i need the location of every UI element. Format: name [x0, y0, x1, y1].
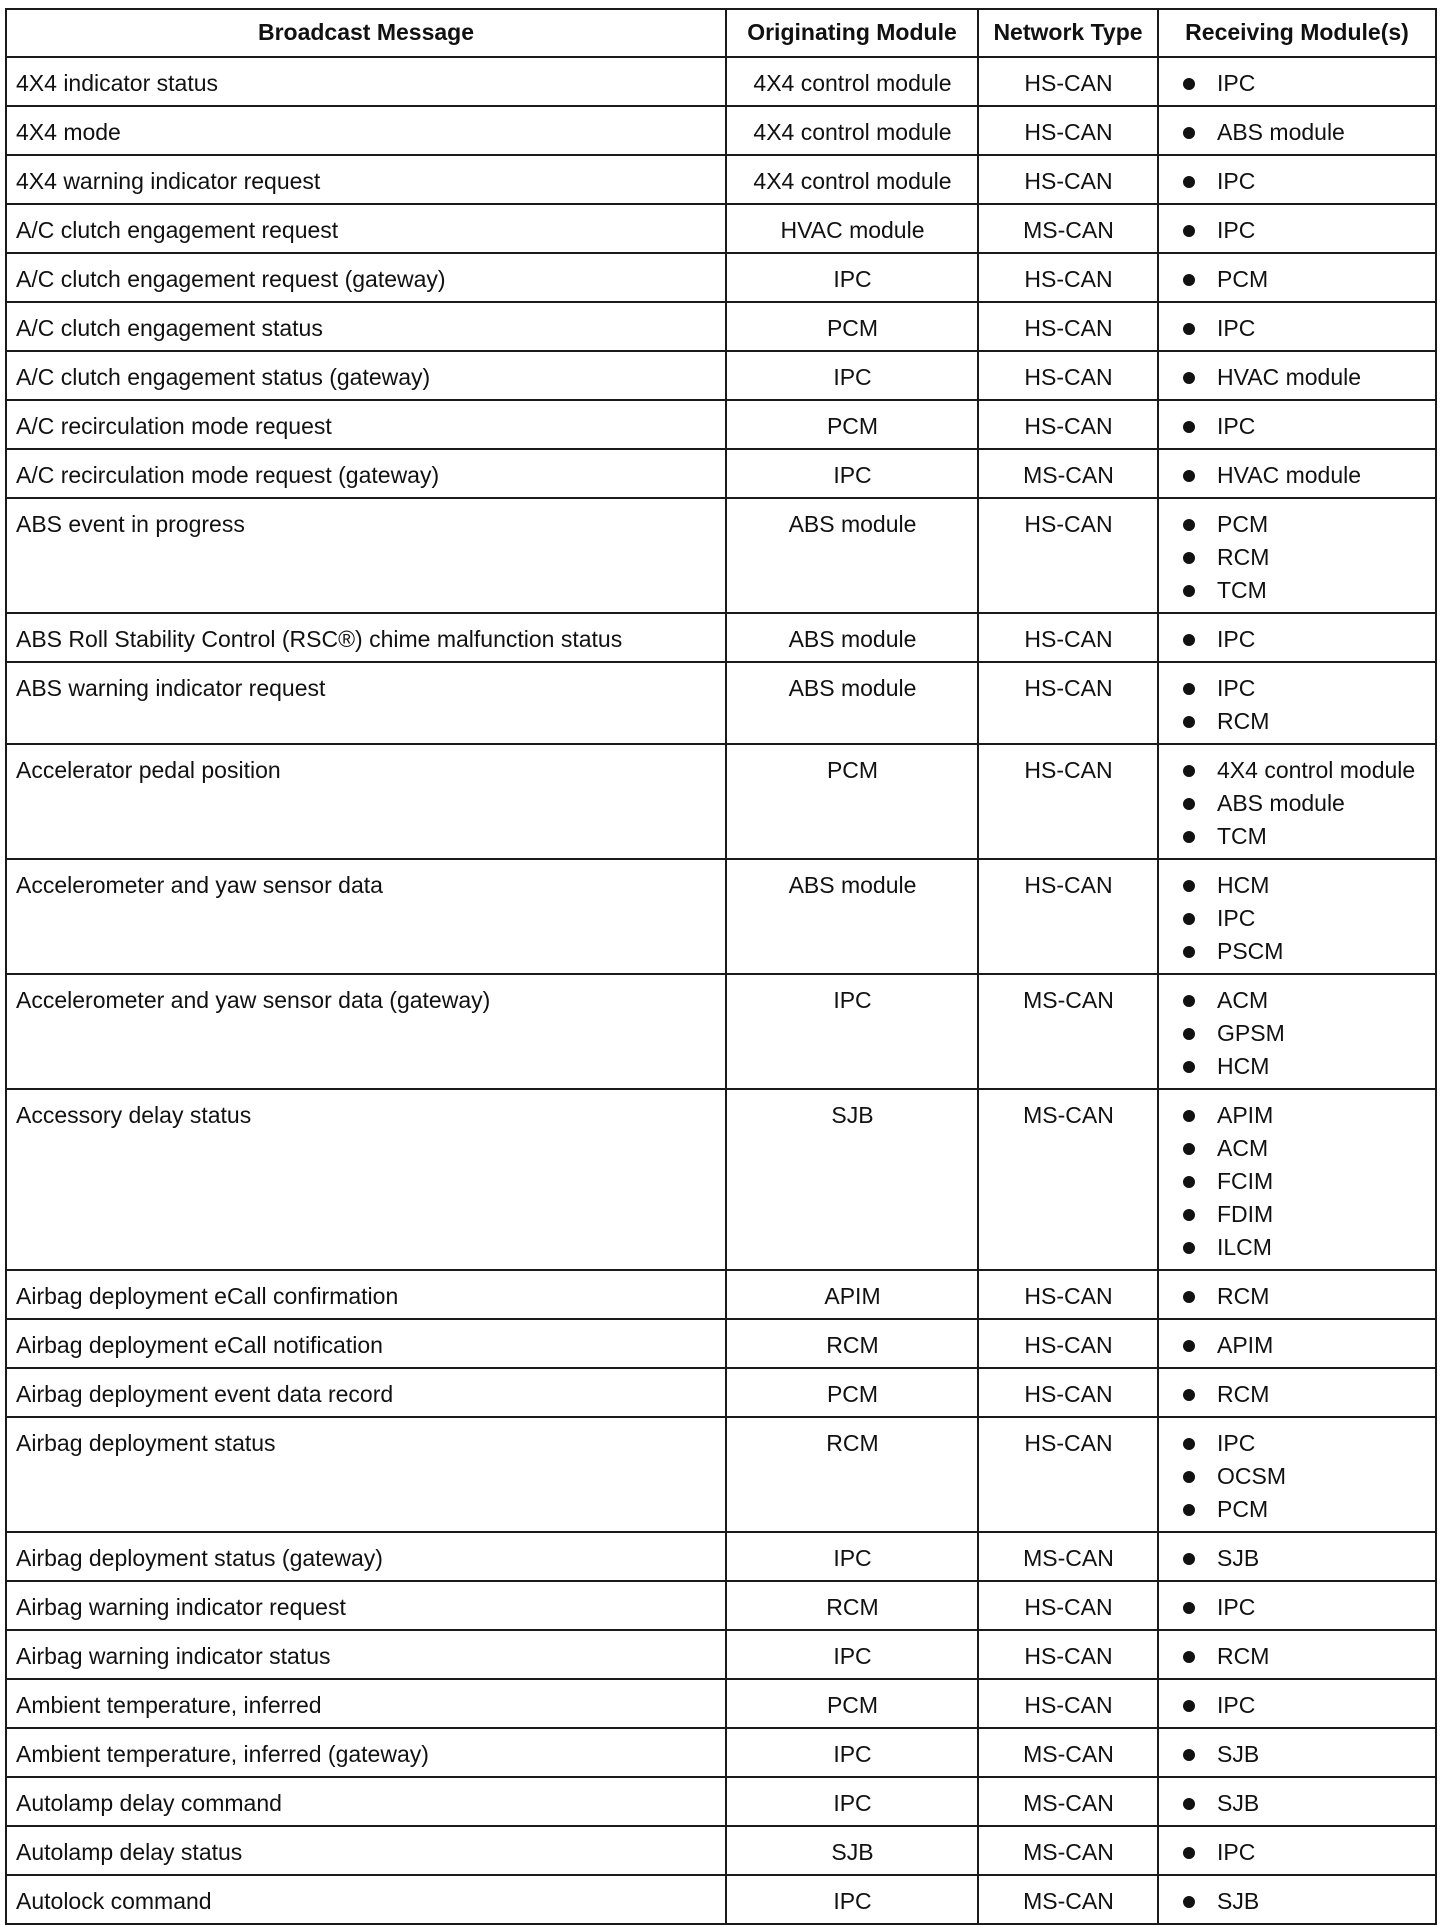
receiving-module-item: PCM — [1183, 1493, 1427, 1526]
receiving-modules-list — [1183, 508, 1427, 607]
broadcast-message-cell: Accelerometer and yaw sensor data — [6, 859, 726, 974]
receiving-modules-list — [1183, 869, 1427, 968]
receiving-module-item: PCM — [1183, 263, 1427, 296]
receiving-module-item: SJB — [1183, 1787, 1427, 1820]
receiving-module-item: APIM — [1183, 1329, 1427, 1362]
table-row — [6, 253, 1436, 302]
network-type-cell: HS-CAN — [978, 155, 1158, 204]
receiving-modules-cell — [1158, 1728, 1436, 1777]
broadcast-message-cell: Airbag deployment status — [6, 1417, 726, 1532]
receiving-module-item: RCM — [1183, 705, 1427, 738]
originating-module-cell: SJB — [726, 1089, 978, 1270]
originating-module-cell: IPC — [726, 449, 978, 498]
broadcast-message-cell: 4X4 mode — [6, 106, 726, 155]
table-row — [6, 1532, 1436, 1581]
originating-module-cell: RCM — [726, 1581, 978, 1630]
broadcast-message-cell: ABS warning indicator request — [6, 662, 726, 744]
receiving-module-item: FCIM — [1183, 1165, 1427, 1198]
receiving-modules-list — [1183, 1329, 1427, 1362]
receiving-module-item: GPSM — [1183, 1017, 1427, 1050]
receiving-modules-cell — [1158, 1630, 1436, 1679]
receiving-modules-list — [1183, 116, 1427, 149]
receiving-modules-list — [1183, 1787, 1427, 1820]
table-row — [6, 400, 1436, 449]
header-row — [6, 9, 1436, 57]
originating-module-cell: IPC — [726, 1630, 978, 1679]
receiving-modules-cell — [1158, 106, 1436, 155]
broadcast-message-cell: Autolamp delay status — [6, 1826, 726, 1875]
header-network-type: Network Type — [978, 9, 1158, 57]
originating-module-cell: APIM — [726, 1270, 978, 1319]
receiving-module-item: OCSM — [1183, 1460, 1427, 1493]
originating-module-cell: ABS module — [726, 662, 978, 744]
table-row — [6, 859, 1436, 974]
receiving-module-item: IPC — [1183, 410, 1427, 443]
receiving-modules-cell — [1158, 1417, 1436, 1532]
table-row — [6, 613, 1436, 662]
receiving-module-item: RCM — [1183, 1640, 1427, 1673]
receiving-module-item: HCM — [1183, 869, 1427, 902]
originating-module-cell: PCM — [726, 400, 978, 449]
network-type-cell: MS-CAN — [978, 1532, 1158, 1581]
receiving-modules-cell — [1158, 400, 1436, 449]
originating-module-cell: PCM — [726, 1679, 978, 1728]
network-type-cell: MS-CAN — [978, 1826, 1158, 1875]
receiving-module-item: ILCM — [1183, 1231, 1427, 1264]
receiving-module-item: IPC — [1183, 312, 1427, 345]
broadcast-message-cell: Airbag deployment status (gateway) — [6, 1532, 726, 1581]
receiving-modules-cell — [1158, 1368, 1436, 1417]
receiving-modules-cell — [1158, 1826, 1436, 1875]
receiving-module-item: IPC — [1183, 214, 1427, 247]
receiving-modules-list — [1183, 1836, 1427, 1869]
originating-module-cell: HVAC module — [726, 204, 978, 253]
receiving-modules-cell — [1158, 1679, 1436, 1728]
originating-module-cell: IPC — [726, 1777, 978, 1826]
receiving-modules-list — [1183, 1885, 1427, 1918]
broadcast-message-cell: 4X4 warning indicator request — [6, 155, 726, 204]
receiving-modules-cell — [1158, 744, 1436, 859]
receiving-modules-list — [1183, 672, 1427, 738]
receiving-modules-list — [1183, 754, 1427, 853]
table-row — [6, 1875, 1436, 1924]
originating-module-cell: IPC — [726, 974, 978, 1089]
broadcast-message-table — [5, 8, 1437, 1925]
receiving-module-item: RCM — [1183, 541, 1427, 574]
receiving-modules-cell — [1158, 1319, 1436, 1368]
receiving-modules-cell — [1158, 253, 1436, 302]
receiving-module-item: TCM — [1183, 820, 1427, 853]
receiving-modules-cell — [1158, 351, 1436, 400]
receiving-modules-list — [1183, 1689, 1427, 1722]
receiving-modules-list — [1183, 312, 1427, 345]
receiving-modules-cell — [1158, 1875, 1436, 1924]
header-broadcast-message: Broadcast Message — [6, 9, 726, 57]
network-type-cell: HS-CAN — [978, 498, 1158, 613]
table-row — [6, 449, 1436, 498]
broadcast-message-cell: Ambient temperature, inferred — [6, 1679, 726, 1728]
network-type-cell: HS-CAN — [978, 859, 1158, 974]
receiving-module-item: ACM — [1183, 1132, 1427, 1165]
originating-module-cell: PCM — [726, 302, 978, 351]
receiving-modules-list — [1183, 263, 1427, 296]
broadcast-message-cell: Autolamp delay command — [6, 1777, 726, 1826]
network-type-cell: HS-CAN — [978, 1417, 1158, 1532]
receiving-modules-cell — [1158, 662, 1436, 744]
table-row — [6, 1319, 1436, 1368]
broadcast-message-cell: Airbag deployment eCall notification — [6, 1319, 726, 1368]
originating-module-cell: SJB — [726, 1826, 978, 1875]
network-type-cell: MS-CAN — [978, 1089, 1158, 1270]
network-type-cell: HS-CAN — [978, 106, 1158, 155]
receiving-module-item: IPC — [1183, 1689, 1427, 1722]
originating-module-cell: RCM — [726, 1417, 978, 1532]
header-originating-module: Originating Module — [726, 9, 978, 57]
network-type-cell: HS-CAN — [978, 1270, 1158, 1319]
receiving-module-item: RCM — [1183, 1378, 1427, 1411]
originating-module-cell: PCM — [726, 744, 978, 859]
broadcast-message-cell: A/C recirculation mode request (gateway) — [6, 449, 726, 498]
receiving-module-item: ABS module — [1183, 116, 1427, 149]
table-row — [6, 1581, 1436, 1630]
network-type-cell: HS-CAN — [978, 1679, 1158, 1728]
receiving-module-item: PSCM — [1183, 935, 1427, 968]
broadcast-message-cell: Accessory delay status — [6, 1089, 726, 1270]
table-body — [6, 57, 1436, 1924]
receiving-module-item: RCM — [1183, 1280, 1427, 1313]
receiving-modules-cell — [1158, 57, 1436, 106]
broadcast-message-cell: Airbag deployment event data record — [6, 1368, 726, 1417]
broadcast-message-cell: Airbag warning indicator status — [6, 1630, 726, 1679]
receiving-modules-list — [1183, 410, 1427, 443]
originating-module-cell: IPC — [726, 1728, 978, 1777]
network-type-cell: MS-CAN — [978, 1875, 1158, 1924]
receiving-modules-cell — [1158, 1532, 1436, 1581]
table-row — [6, 1089, 1436, 1270]
network-type-cell: HS-CAN — [978, 302, 1158, 351]
broadcast-message-cell: A/C clutch engagement request — [6, 204, 726, 253]
receiving-modules-cell — [1158, 1270, 1436, 1319]
originating-module-cell: 4X4 control module — [726, 57, 978, 106]
network-type-cell: MS-CAN — [978, 974, 1158, 1089]
receiving-module-item: IPC — [1183, 902, 1427, 935]
network-type-cell: MS-CAN — [978, 1777, 1158, 1826]
network-type-cell: HS-CAN — [978, 57, 1158, 106]
broadcast-message-cell: Airbag warning indicator request — [6, 1581, 726, 1630]
table-row — [6, 302, 1436, 351]
receiving-modules-cell — [1158, 1581, 1436, 1630]
receiving-modules-cell — [1158, 498, 1436, 613]
receiving-module-item: HVAC module — [1183, 459, 1427, 492]
receiving-module-item: IPC — [1183, 1836, 1427, 1869]
receiving-modules-list — [1183, 984, 1427, 1083]
table-row — [6, 106, 1436, 155]
table-row — [6, 974, 1436, 1089]
receiving-module-item: SJB — [1183, 1542, 1427, 1575]
receiving-module-item: IPC — [1183, 672, 1427, 705]
originating-module-cell: IPC — [726, 1532, 978, 1581]
receiving-module-item: SJB — [1183, 1885, 1427, 1918]
receiving-modules-list — [1183, 1542, 1427, 1575]
table-row — [6, 204, 1436, 253]
table-row — [6, 155, 1436, 204]
originating-module-cell: 4X4 control module — [726, 155, 978, 204]
table-row — [6, 1417, 1436, 1532]
originating-module-cell: ABS module — [726, 859, 978, 974]
originating-module-cell: PCM — [726, 1368, 978, 1417]
broadcast-message-cell: Ambient temperature, inferred (gateway) — [6, 1728, 726, 1777]
receiving-modules-list — [1183, 1280, 1427, 1313]
network-type-cell: HS-CAN — [978, 744, 1158, 859]
receiving-modules-cell — [1158, 155, 1436, 204]
broadcast-message-cell: 4X4 indicator status — [6, 57, 726, 106]
network-type-cell: HS-CAN — [978, 1368, 1158, 1417]
network-type-cell: HS-CAN — [978, 253, 1158, 302]
table-row — [6, 744, 1436, 859]
originating-module-cell: IPC — [726, 1875, 978, 1924]
receiving-module-item: PCM — [1183, 508, 1427, 541]
network-type-cell: HS-CAN — [978, 662, 1158, 744]
broadcast-message-cell: Airbag deployment eCall confirmation — [6, 1270, 726, 1319]
receiving-module-item: APIM — [1183, 1099, 1427, 1132]
originating-module-cell: RCM — [726, 1319, 978, 1368]
broadcast-message-cell: A/C recirculation mode request — [6, 400, 726, 449]
network-type-cell: MS-CAN — [978, 449, 1158, 498]
receiving-module-item: TCM — [1183, 574, 1427, 607]
receiving-module-item: IPC — [1183, 1427, 1427, 1460]
receiving-module-item: FDIM — [1183, 1198, 1427, 1231]
table-row — [6, 1630, 1436, 1679]
broadcast-message-cell: A/C clutch engagement status (gateway) — [6, 351, 726, 400]
receiving-modules-list — [1183, 1738, 1427, 1771]
table-row — [6, 57, 1436, 106]
receiving-modules-cell — [1158, 1089, 1436, 1270]
receiving-modules-cell — [1158, 302, 1436, 351]
network-type-cell: MS-CAN — [978, 1728, 1158, 1777]
receiving-modules-cell — [1158, 204, 1436, 253]
originating-module-cell: 4X4 control module — [726, 106, 978, 155]
receiving-module-item: ACM — [1183, 984, 1427, 1017]
receiving-module-item: IPC — [1183, 1591, 1427, 1624]
network-type-cell: HS-CAN — [978, 613, 1158, 662]
originating-module-cell: IPC — [726, 351, 978, 400]
broadcast-message-cell: Accelerator pedal position — [6, 744, 726, 859]
table-row — [6, 1777, 1436, 1826]
table-row — [6, 1826, 1436, 1875]
table-row — [6, 1368, 1436, 1417]
table-row — [6, 1679, 1436, 1728]
network-type-cell: MS-CAN — [978, 204, 1158, 253]
network-type-cell: HS-CAN — [978, 400, 1158, 449]
network-type-cell: HS-CAN — [978, 1630, 1158, 1679]
network-type-cell: HS-CAN — [978, 1319, 1158, 1368]
broadcast-message-cell: ABS Roll Stability Control (RSC®) chime malfunction status — [6, 613, 726, 662]
receiving-modules-list — [1183, 459, 1427, 492]
receiving-modules-list — [1183, 623, 1427, 656]
receiving-modules-list — [1183, 67, 1427, 100]
receiving-modules-cell — [1158, 449, 1436, 498]
receiving-module-item: SJB — [1183, 1738, 1427, 1771]
table-row — [6, 351, 1436, 400]
receiving-module-item: 4X4 control module — [1183, 754, 1427, 787]
receiving-module-item: IPC — [1183, 67, 1427, 100]
network-type-cell: HS-CAN — [978, 351, 1158, 400]
receiving-modules-list — [1183, 1640, 1427, 1673]
receiving-modules-list — [1183, 1099, 1427, 1264]
originating-module-cell: IPC — [726, 253, 978, 302]
receiving-module-item: ABS module — [1183, 787, 1427, 820]
receiving-modules-cell — [1158, 1777, 1436, 1826]
receiving-modules-cell — [1158, 613, 1436, 662]
receiving-module-item: IPC — [1183, 165, 1427, 198]
receiving-modules-list — [1183, 165, 1427, 198]
receiving-modules-list — [1183, 214, 1427, 247]
receiving-modules-list — [1183, 361, 1427, 394]
broadcast-message-cell: Accelerometer and yaw sensor data (gateway) — [6, 974, 726, 1089]
broadcast-message-table-container — [5, 8, 1435, 1925]
receiving-modules-list — [1183, 1591, 1427, 1624]
receiving-module-item: HCM — [1183, 1050, 1427, 1083]
receiving-modules-cell — [1158, 859, 1436, 974]
receiving-module-item: IPC — [1183, 623, 1427, 656]
originating-module-cell: ABS module — [726, 613, 978, 662]
table-row — [6, 1728, 1436, 1777]
broadcast-message-cell: Autolock command — [6, 1875, 726, 1924]
broadcast-message-cell: ABS event in progress — [6, 498, 726, 613]
receiving-modules-list — [1183, 1378, 1427, 1411]
table-row — [6, 498, 1436, 613]
broadcast-message-cell: A/C clutch engagement request (gateway) — [6, 253, 726, 302]
header-receiving-modules: Receiving Module(s) — [1158, 9, 1436, 57]
receiving-modules-cell — [1158, 974, 1436, 1089]
broadcast-message-cell: A/C clutch engagement status — [6, 302, 726, 351]
table-row — [6, 1270, 1436, 1319]
table-row — [6, 662, 1436, 744]
network-type-cell: HS-CAN — [978, 1581, 1158, 1630]
originating-module-cell: ABS module — [726, 498, 978, 613]
receiving-modules-list — [1183, 1427, 1427, 1526]
receiving-module-item: HVAC module — [1183, 361, 1427, 394]
